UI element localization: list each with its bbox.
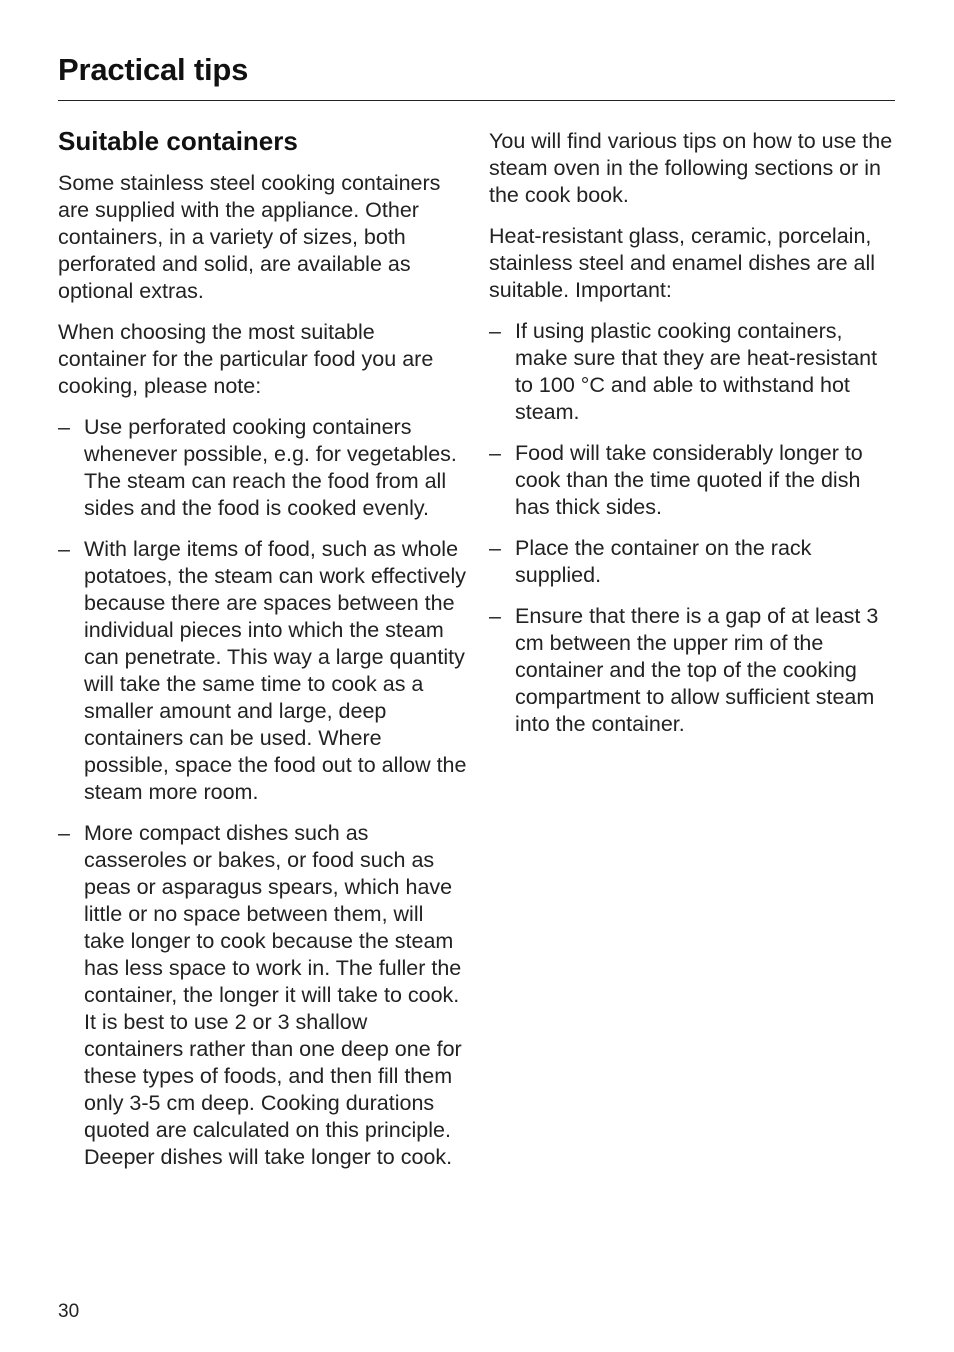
dash-marker: – bbox=[489, 536, 501, 560]
dash-marker: – bbox=[58, 537, 70, 561]
right-column bbox=[489, 128, 899, 752]
list-item-text: More compact dishes such as casseroles or bakes, or food such as peas or asparagus spears, which have little or no space between them, will take longer to cook because the steam has less space to work in. The fuller the container, the longer it will take to cook. It is best to use 2 or 3 shallow containers rather than one deep one for these types of foods, and then fill them only 3-5 cm deep. Cooking durations quoted are calculated on this principle. Deeper dishes will take longer to cook. bbox=[84, 821, 462, 1169]
left-bullet-list bbox=[58, 414, 468, 1171]
dash-marker: – bbox=[489, 604, 501, 628]
list-item bbox=[489, 318, 899, 426]
list-item-text: If using plastic cooking containers, make sure that they are heat-resistant to 100 °C and able to withstand hot steam. bbox=[515, 319, 878, 424]
note-paragraph: When choosing the most suitable container for the particular food you are cooking, please note: bbox=[58, 320, 434, 398]
intro-paragraph: Some stainless steel cooking containers are supplied with the appliance. Other containers, in a variety of sizes, both perforated and solid, are available as optional extras. bbox=[58, 171, 441, 303]
page-number: 30 bbox=[58, 1301, 80, 1322]
list-item-text: Ensure that there is a gap of at least 3 cm between the upper rim of the container and the top of the cooking compartment to allow sufficient steam into the container. bbox=[515, 604, 879, 736]
list-item-text: Place the container on the rack supplied. bbox=[515, 536, 812, 587]
tips-paragraph: You will find various tips on how to use the steam oven in the following sections or in the cook book. bbox=[489, 129, 893, 207]
list-item-text: Food will take considerably longer to cook than the time quoted if the dish has thick sides. bbox=[515, 441, 863, 519]
dash-marker: – bbox=[58, 415, 70, 439]
dash-marker: – bbox=[489, 441, 501, 465]
list-item bbox=[58, 414, 468, 522]
list-item bbox=[489, 603, 899, 738]
list-item-text: Use perforated cooking containers whenever possible, e.g. for vegetables. The steam can reach the food from all sides and the food is cooked evenly. bbox=[84, 415, 457, 520]
dash-marker: – bbox=[58, 821, 70, 845]
section-heading: Suitable containers bbox=[58, 126, 298, 156]
list-item bbox=[58, 536, 468, 806]
dash-marker: – bbox=[489, 319, 501, 343]
right-bullet-list bbox=[489, 318, 899, 738]
title-divider bbox=[58, 100, 895, 101]
list-item bbox=[489, 535, 899, 589]
list-item bbox=[58, 820, 468, 1171]
list-item bbox=[489, 440, 899, 521]
left-column bbox=[58, 124, 468, 1185]
list-item-text: With large items of food, such as whole potatoes, the steam can work effectively because there are spaces between the individual pieces into which the steam can penetrate. This way a large quantity will take the same time to cook as a smaller amount and large, deep containers can be used. Where possible, space the food out to allow the steam more room. bbox=[84, 537, 467, 804]
materials-paragraph: Heat-resistant glass, ceramic, porcelain, stainless steel and enamel dishes are all suitable. Important: bbox=[489, 224, 876, 302]
page-title: Practical tips bbox=[58, 52, 249, 87]
